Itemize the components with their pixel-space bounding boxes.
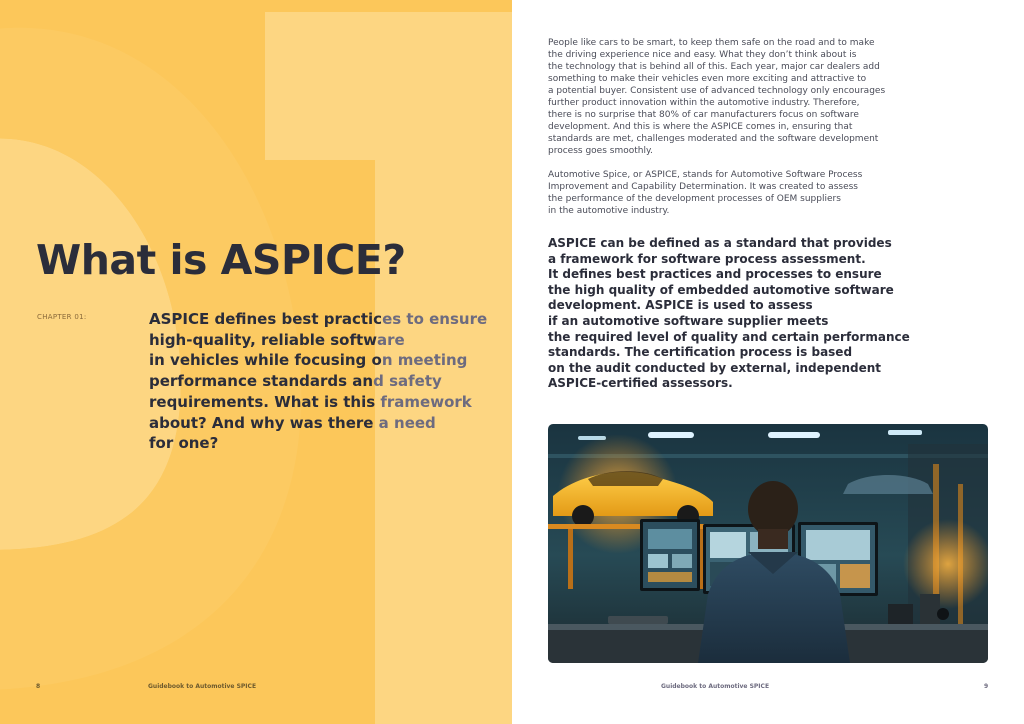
workshop-photo bbox=[548, 424, 988, 663]
page-title: What is ASPICE? bbox=[36, 236, 406, 284]
callout-line: the high quality of embedded automotive software bbox=[548, 282, 894, 297]
intro-line: high-quality, reliable software bbox=[149, 330, 405, 349]
intro-line: ASPICE defines best practices to ensure bbox=[149, 310, 488, 328]
body-paragraph-1 bbox=[548, 37, 888, 157]
paragraph-line: the technology that is behind all of this. Each year, major car dealers add bbox=[548, 62, 880, 72]
callout-line: development. ASPICE is used to assess bbox=[548, 298, 813, 313]
paragraph-line: further product innovation within the automotive industry. Therefore, bbox=[548, 98, 860, 108]
callout-line: a framework for software process assessment. bbox=[548, 251, 866, 266]
callout-line: It defines best practices and processes to ensure bbox=[548, 267, 882, 282]
intro-line: for one? bbox=[149, 434, 219, 453]
callout-line: the required level of quality and certain performance bbox=[548, 329, 910, 344]
intro-line: requirements. What is this framework bbox=[149, 392, 472, 411]
paragraph-line: something to make their vehicles even more exciting and attractive to bbox=[548, 74, 867, 84]
intro-line: in vehicles while focusing on meeting bbox=[149, 351, 468, 370]
callout-text bbox=[548, 236, 910, 392]
paragraph-line: process goes smoothly. bbox=[548, 146, 653, 156]
paragraph-line: Improvement and Capability Determination. It was created to assess bbox=[548, 182, 858, 192]
paragraph-line: the performance of the development processes of OEM suppliers bbox=[548, 194, 841, 204]
paragraph-line: there is no surprise that 80% of car manufacturers focus on software bbox=[548, 110, 859, 120]
paragraph-line: development. And this is where the ASPICE comes in, ensuring that bbox=[548, 122, 853, 132]
paragraph-line: in the automotive industry. bbox=[548, 206, 670, 216]
body-paragraph-2 bbox=[548, 169, 888, 217]
paragraph-line: Automotive Spice, or ASPICE, stands for Automotive Software Process bbox=[548, 170, 863, 180]
callout-line: standards. The certification process is based bbox=[548, 345, 853, 360]
callout-line: on the audit conducted by external, independent bbox=[548, 360, 882, 375]
footer-title: Guidebook to Automotive SPICE bbox=[661, 683, 770, 690]
page-number: 8 bbox=[36, 683, 41, 690]
footer-title: Guidebook to Automotive SPICE bbox=[148, 683, 257, 690]
chapter-label: CHAPTER 01: bbox=[37, 313, 87, 321]
callout-line: if an automotive software supplier meets bbox=[548, 313, 829, 328]
page-number: 9 bbox=[984, 683, 989, 690]
paragraph-line: People like cars to be smart, to keep them safe on the road and to make bbox=[548, 38, 875, 48]
right-page bbox=[512, 0, 1024, 724]
paragraph-line: a potential buyer. Consistent use of advanced technology only encourages bbox=[548, 86, 886, 96]
paragraph-line: standards are met, challenges moderated and the software development bbox=[548, 134, 879, 144]
callout-line: ASPICE can be defined as a standard that provides bbox=[548, 236, 892, 250]
paragraph-line: the driving experience nice and easy. What they don’t think about is bbox=[548, 50, 857, 60]
intro-line: performance standards and safety bbox=[149, 372, 442, 391]
intro-text bbox=[149, 309, 488, 454]
callout-line: ASPICE-certified assessors. bbox=[548, 376, 733, 391]
intro-line: about? And why was there a need bbox=[149, 413, 436, 432]
